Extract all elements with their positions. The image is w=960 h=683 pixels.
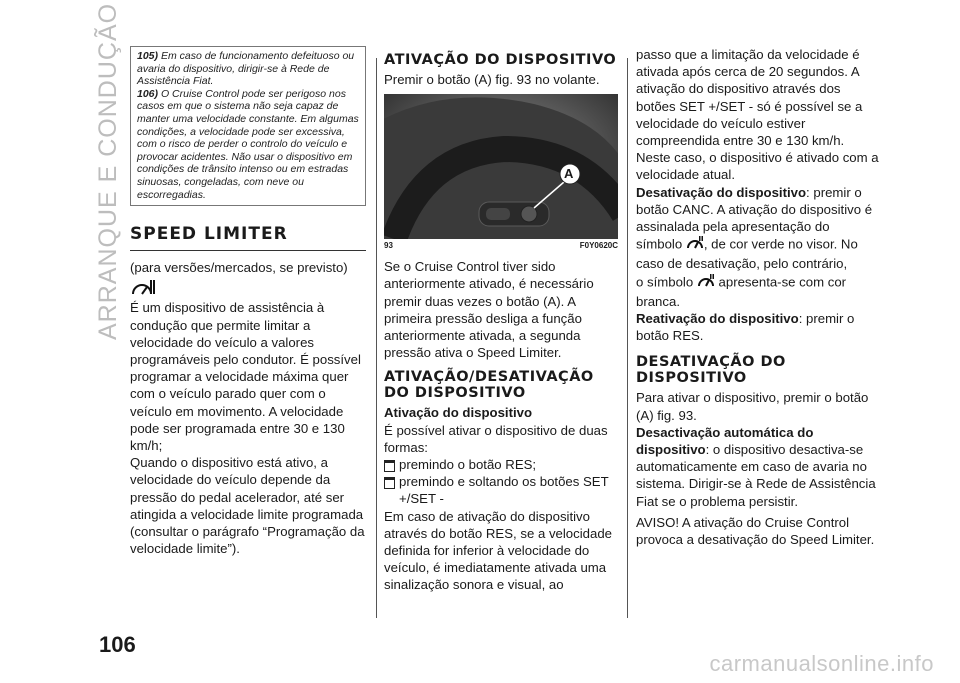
column-right [636, 46, 880, 548]
chapter-side-title: ARRANQUE E CONDUÇÃO [94, 2, 122, 340]
deactivation-para: Desativação do dispositivo: premir o botão CANC. A ativação do dispositivo é assinalada pela apresentação do símbolo , de cor verde no visor. No caso de desativação, pelo contrário, o símbolo apresenta-se com cor branca. [636, 184, 873, 309]
figure-number: 93 [384, 241, 393, 251]
warning-text: AVISO! A ativação do Cruise Control provoca a desativação do Speed Limiter. [636, 514, 875, 548]
speed-limiter-para2: Quando o dispositivo está ativo, a velocidade do veículo depende da pressão do pedal acelerador, até ser atingida a velocidade limite programada (consultar o parágrafo “Programação da velocidade limite”). [130, 455, 365, 557]
cruise-control-para: Se o Cruise Control tiver sido anteriormente ativado, é necessário premir duas vezes o botão (A). A primeira pressão desliga a função anteriormente ativada, a segunda pressão ativa o Speed Limiter. [384, 259, 594, 361]
limit-activation-para: passo que a limitação da velocidade é ativada após cerca de 20 segundos. A ativação do dispositivo através dos botões SET +/SET - só é possível se a velocidade do veículo estiver compreendida entre 30 e 130 km/h. Neste caso, o dispositivo é ativado com a velocidade atual. [636, 47, 879, 183]
speed-limiter-para1: É um dispositivo de assistência à condução que permite limitar a velocidade do veículo a valores programáveis pelo condutor. É possível programar a velocidade máxima quer com o veículo parado quer com o veículo em movimento. A velocidade pode ser programada entre 30 e 130 km/h; [130, 300, 361, 453]
versions-note: (para versões/mercados, se previsto) [130, 260, 348, 276]
activation-forms-para: É possível ativar o dispositivo de duas formas: [384, 422, 608, 455]
speed-limiter-symbol-icon [697, 273, 715, 293]
activation-deactivation-heading: ATIVAÇÃO/DESATIVAÇÃO DO DISPOSITIVO [384, 369, 594, 402]
column-divider [376, 58, 377, 618]
bullet-item: premindo e soltando os botões SET +/SET - [384, 473, 618, 507]
figure-code: F0Y0620C [579, 241, 618, 251]
note-106: 106) O Cruise Control pode ser perigoso nos casos em que o sistema não seja capaz de manter uma velocidade constante. Em algumas condições, a velocidade pode ser excessiva, com o risco de perder o controlo do veículo e provocar acidentes. Não usar o dispositivo em condições de trânsito intenso ou em estradas sinuosas, congeladas, com neve ou escorregadias. [137, 87, 359, 201]
speed-limiter-symbol-icon [686, 235, 704, 255]
figure-callout-a: A [564, 166, 574, 182]
deactivation-heading: DESATIVAÇÃO DO DISPOSITIVO [636, 354, 786, 387]
warning-notes-box [130, 46, 366, 206]
activation-intro: Premir o botão (A) fig. 93 no volante. [384, 72, 600, 87]
activation-heading: ATIVAÇÃO DO DISPOSITIVO [384, 52, 617, 68]
bullet-item: premindo o botão RES; [384, 456, 618, 473]
res-activation-para: Em caso de ativação do dispositivo através do botão RES, se a velocidade definida for inferior à velocidade do veículo, é imediatamente ativada uma sinalização sonora e visual, ao [384, 508, 612, 593]
speed-limiter-icon [130, 278, 366, 298]
auto-deactivation-para: Desactivação automática do dispositivo: o dispositivo desactiva-se automaticamente em caso de avaria no sistema. Dirigir-se à Rede de Assistência Fiat se o problema persistir. [636, 424, 876, 509]
speed-limiter-heading: SPEED LIMITER [130, 224, 366, 251]
activation-subheading: Ativação do dispositivo [384, 405, 533, 421]
note-105: 105) Em caso de funcionamento defeituoso ou avaria do dispositivo, dirigir-se à Rede de Assistência Fiat. [137, 50, 355, 88]
column-left [130, 46, 366, 557]
deactivation-instruction: Para ativar o dispositivo, premir o botão (A) fig. 93. [636, 390, 869, 423]
column-middle [384, 52, 618, 594]
column-divider [627, 58, 628, 618]
steering-wheel-figure [384, 94, 618, 239]
reactivation-para: Reativação do dispositivo: premir o botão RES. [636, 311, 855, 344]
page-number: 106 [99, 632, 136, 657]
watermark: carmanualsonline.info [709, 651, 934, 676]
figure-caption [384, 241, 618, 250]
